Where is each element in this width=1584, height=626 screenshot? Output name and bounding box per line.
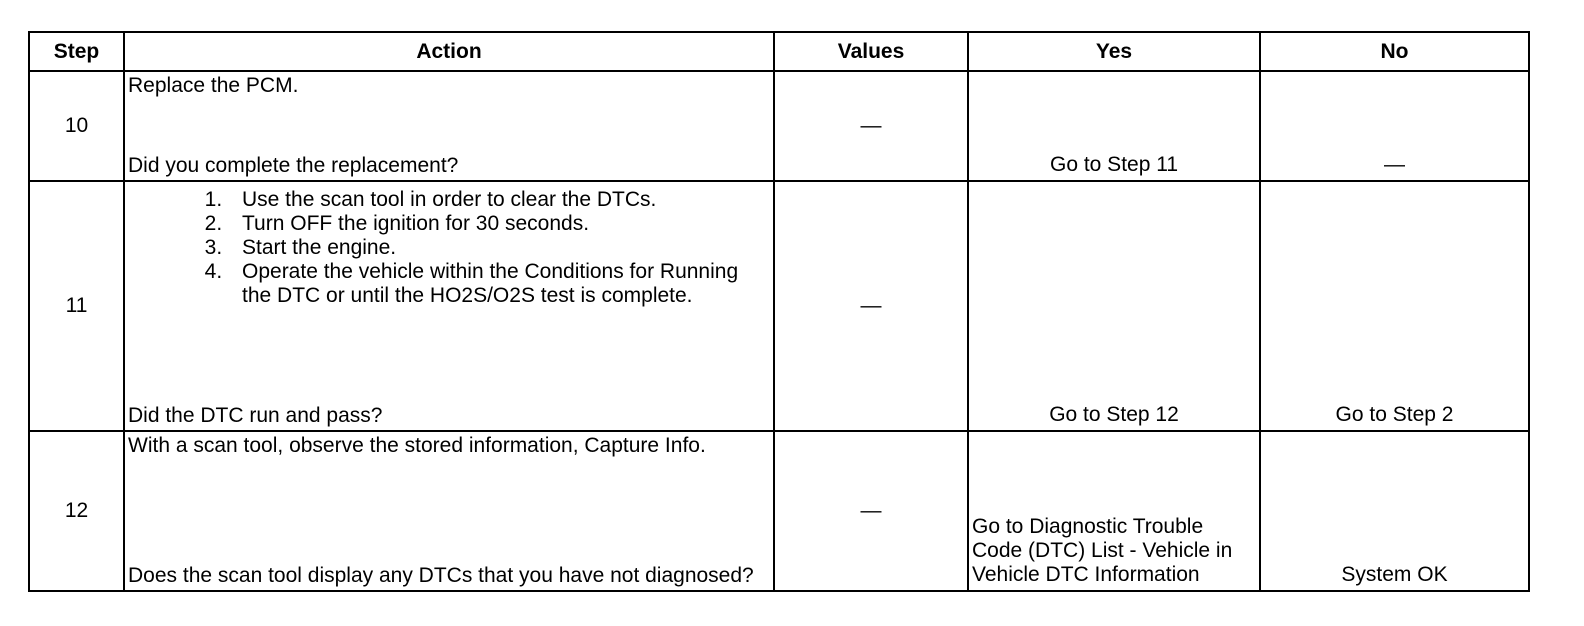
header-values: Values xyxy=(774,32,968,71)
list-item: 2. Turn OFF the ignition for 30 seconds. xyxy=(228,212,769,236)
action-question: Did the DTC run and pass? xyxy=(128,404,383,427)
header-no: No xyxy=(1260,32,1529,71)
values-cell: — xyxy=(774,431,968,591)
action-steps-list xyxy=(128,188,769,308)
no-cell: Go to Step 2 xyxy=(1260,181,1529,431)
action-cell xyxy=(124,181,774,431)
yes-cell: Go to Step 12 xyxy=(968,181,1260,431)
header-yes: Yes xyxy=(968,32,1260,71)
action-cell xyxy=(124,71,774,181)
action-question: Did you complete the replacement? xyxy=(128,154,459,177)
action-question: Does the scan tool display any DTCs that you have not diagnosed? xyxy=(128,564,754,587)
list-item: 4. Operate the vehicle within the Conditions for Running the DTC or until the HO2S/O2S test is complete. xyxy=(228,260,769,308)
header-row xyxy=(29,32,1529,71)
header-step: Step xyxy=(29,32,124,71)
step-number: 10 xyxy=(29,71,124,181)
table-row xyxy=(29,431,1529,591)
no-cell: — xyxy=(1260,71,1529,181)
step-number: 12 xyxy=(29,431,124,591)
values-cell: — xyxy=(774,181,968,431)
action-text: Replace the PCM. xyxy=(128,74,299,97)
list-item: 1. Use the scan tool in order to clear the DTCs. xyxy=(228,188,769,212)
yes-cell: Go to Step 11 xyxy=(968,71,1260,181)
action-cell xyxy=(124,431,774,591)
table-row xyxy=(29,181,1529,431)
yes-cell: Go to Diagnostic Trouble Code (DTC) List - Vehicle in Vehicle DTC Information xyxy=(968,431,1260,591)
list-item: 3. Start the engine. xyxy=(228,236,769,260)
header-action: Action xyxy=(124,32,774,71)
table-row xyxy=(29,71,1529,181)
diagnostic-table xyxy=(28,31,1530,592)
values-cell: — xyxy=(774,71,968,181)
action-text: With a scan tool, observe the stored information, Capture Info. xyxy=(128,434,706,457)
step-number: 11 xyxy=(29,181,124,431)
no-cell: System OK xyxy=(1260,431,1529,591)
